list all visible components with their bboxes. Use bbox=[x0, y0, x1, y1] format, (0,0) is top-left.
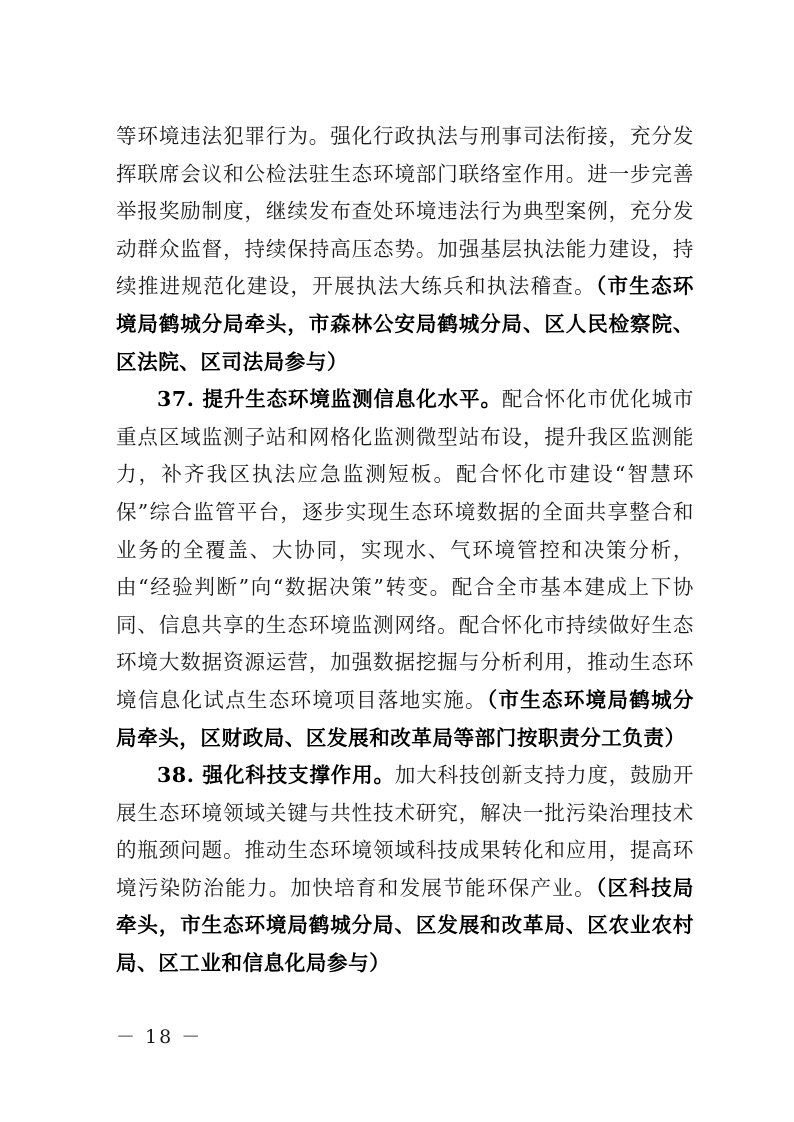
item-heading: 37. 提升生态环境监测信息化水平。 bbox=[157, 387, 502, 412]
body-text bbox=[116, 118, 694, 983]
item-38 bbox=[116, 757, 694, 983]
responsible-departments: （市生态环境局鹤城分局牵头，市森林公安局鹤城分局、区人民检察院、区法院、区司法局参与） bbox=[116, 274, 695, 374]
paragraph-text: 等环境违法犯罪行为。强化行政执法与刑事司法衔接，充分发挥联席会议和公检法驻生态环境部门联络室作用。进一步完善举报奖励制度，继续发布查处环境违法行为典型案例，充分发动群众监督，持续保持高压态势。加强基层执法能力建设，持续推进规范化建设，开展执法大练兵和执法稽查。 bbox=[116, 124, 694, 299]
responsible-departments: （区科技局牵头，市生态环境局鹤城分局、区发展和改革局、区农业农村局、区工业和信息化局参与） bbox=[116, 875, 695, 976]
item-text: 加大科技创新支持力度，鼓励开展生态环境领域关键与共性技术研究，解决一批污染治理技术的瓶颈问题。推动生态环境领域科技成果转化和应用，提高环境污染防治能力。加快培育和发展节能环保产业。 bbox=[116, 763, 694, 900]
responsible-departments: （市生态环境局鹤城分局牵头，区财政局、区发展和改革局等部门按职责分工负责） bbox=[116, 687, 694, 750]
item-37 bbox=[116, 381, 694, 757]
page-number: － 18 － bbox=[116, 1026, 203, 1048]
item-text: 配合怀化市优化城市重点区域监测子站和网格化监测微型站布设，提升我区监测能力，补齐我区执法应急监测短板。配合怀化市建设“智慧环保”综合监管平台，逐步实现生态环境数据的全面共享整合和业务的全覆盖、大协同，实现水、气环境管控和决策分析，由“经验判断”向“数据决策”转变。配合全市基本建成上下协同、信息共享的生态环境监测网络。配合怀化市持续做好生态环境大数据资源运营，加强数据挖掘与分析利用，推动生态环境信息化试点生态环境项目落地实施。 bbox=[116, 387, 694, 712]
item-heading: 38. 强化科技支撑作用。 bbox=[157, 763, 395, 788]
paragraph-continuation bbox=[116, 118, 694, 381]
